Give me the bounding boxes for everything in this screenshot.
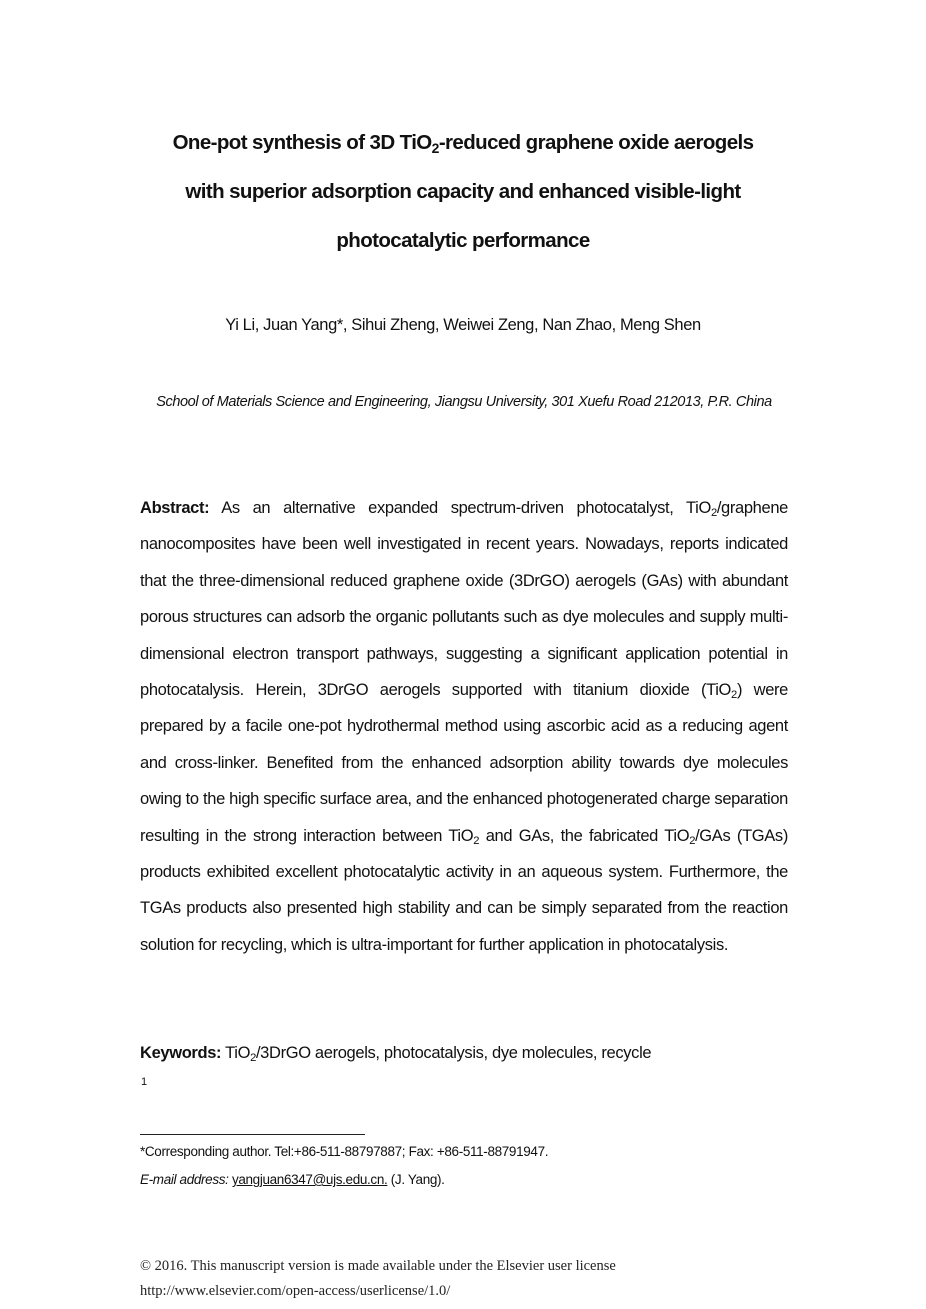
title-line-2: with superior adsorption capacity and enhanced visible-light (185, 180, 741, 203)
abstract: Abstract: As an alternative expanded spectrum-driven photocatalyst, TiO$_2$/graphene nanocomposites have been well investigated in recent years. Nowadays, reports indicated that the three-dimensional reduced graphene oxide (3DrGO) aerogels (GAs) with abundant porous structures can adsorb the organic pollutants such as dye molecules and supply multi-dimensional electron transport pathways, suggesting a significant application potential in photocatalysis. Herein, 3DrGO aerogels supported with titanium dioxide (TiO$_2$) were prepared by a facile one-pot hydrothermal method using ascorbic acid as a reducing agent and cross-linker. Benefited from the enhanced adsorption ability towards dye molecules owing to the high specific surface area, and the enhanced photogenerated charge separation resulting in the strong interaction between TiO$_2$ and GAs, the fabricated TiO$_2$/GAs (TGAs) products exhibited excellent photocatalytic activity in an aqueous system. Furthermore, the TGAs products also presented high stability and can be simply separated from the reaction solution for recycling, which is ultra-important for further application in photocatalysis. (140, 499, 788, 954)
page-number: 1 (141, 1076, 148, 1088)
license-url[interactable]: http://www.elsevier.com/open-access/userlicense/1.0/ (140, 1283, 451, 1299)
footnote-divider (140, 1134, 365, 1135)
title-line-1: One-pot synthesis of 3D TiO$_2$-reduced graphene oxide aerogels (172, 131, 754, 156)
author-list: Yi Li, Juan Yang*, Sihui Zheng, Weiwei Zeng, Nan Zhao, Meng Shen (225, 316, 701, 334)
title-line-3: photocatalytic performance (336, 229, 590, 252)
license-statement: © 2016. This manuscript version is made available under the Elsevier user license (140, 1258, 616, 1274)
keywords-label: Keywords: (140, 1044, 222, 1062)
email-link[interactable]: yangjuan6347@ujs.edu.cn. (231, 1172, 388, 1187)
paper-title (120, 118, 806, 265)
affiliation: School of Materials Science and Engineering, Jiangsu University, 301 Xuefu Road 212013, P.R. China (156, 394, 772, 410)
abstract-label: Abstract: (140, 499, 210, 517)
corresponding-author-note: *Corresponding author. Tel:+86-511-88797887; Fax: +86-511-88791947. (140, 1144, 549, 1159)
keywords: Keywords: TiO$_2$/3DrGO aerogels, photocatalysis, dye molecules, recycle (140, 1044, 652, 1065)
email-note: E-mail address: yangjuan6347@ujs.edu.cn. (J. Yang). (140, 1172, 445, 1187)
